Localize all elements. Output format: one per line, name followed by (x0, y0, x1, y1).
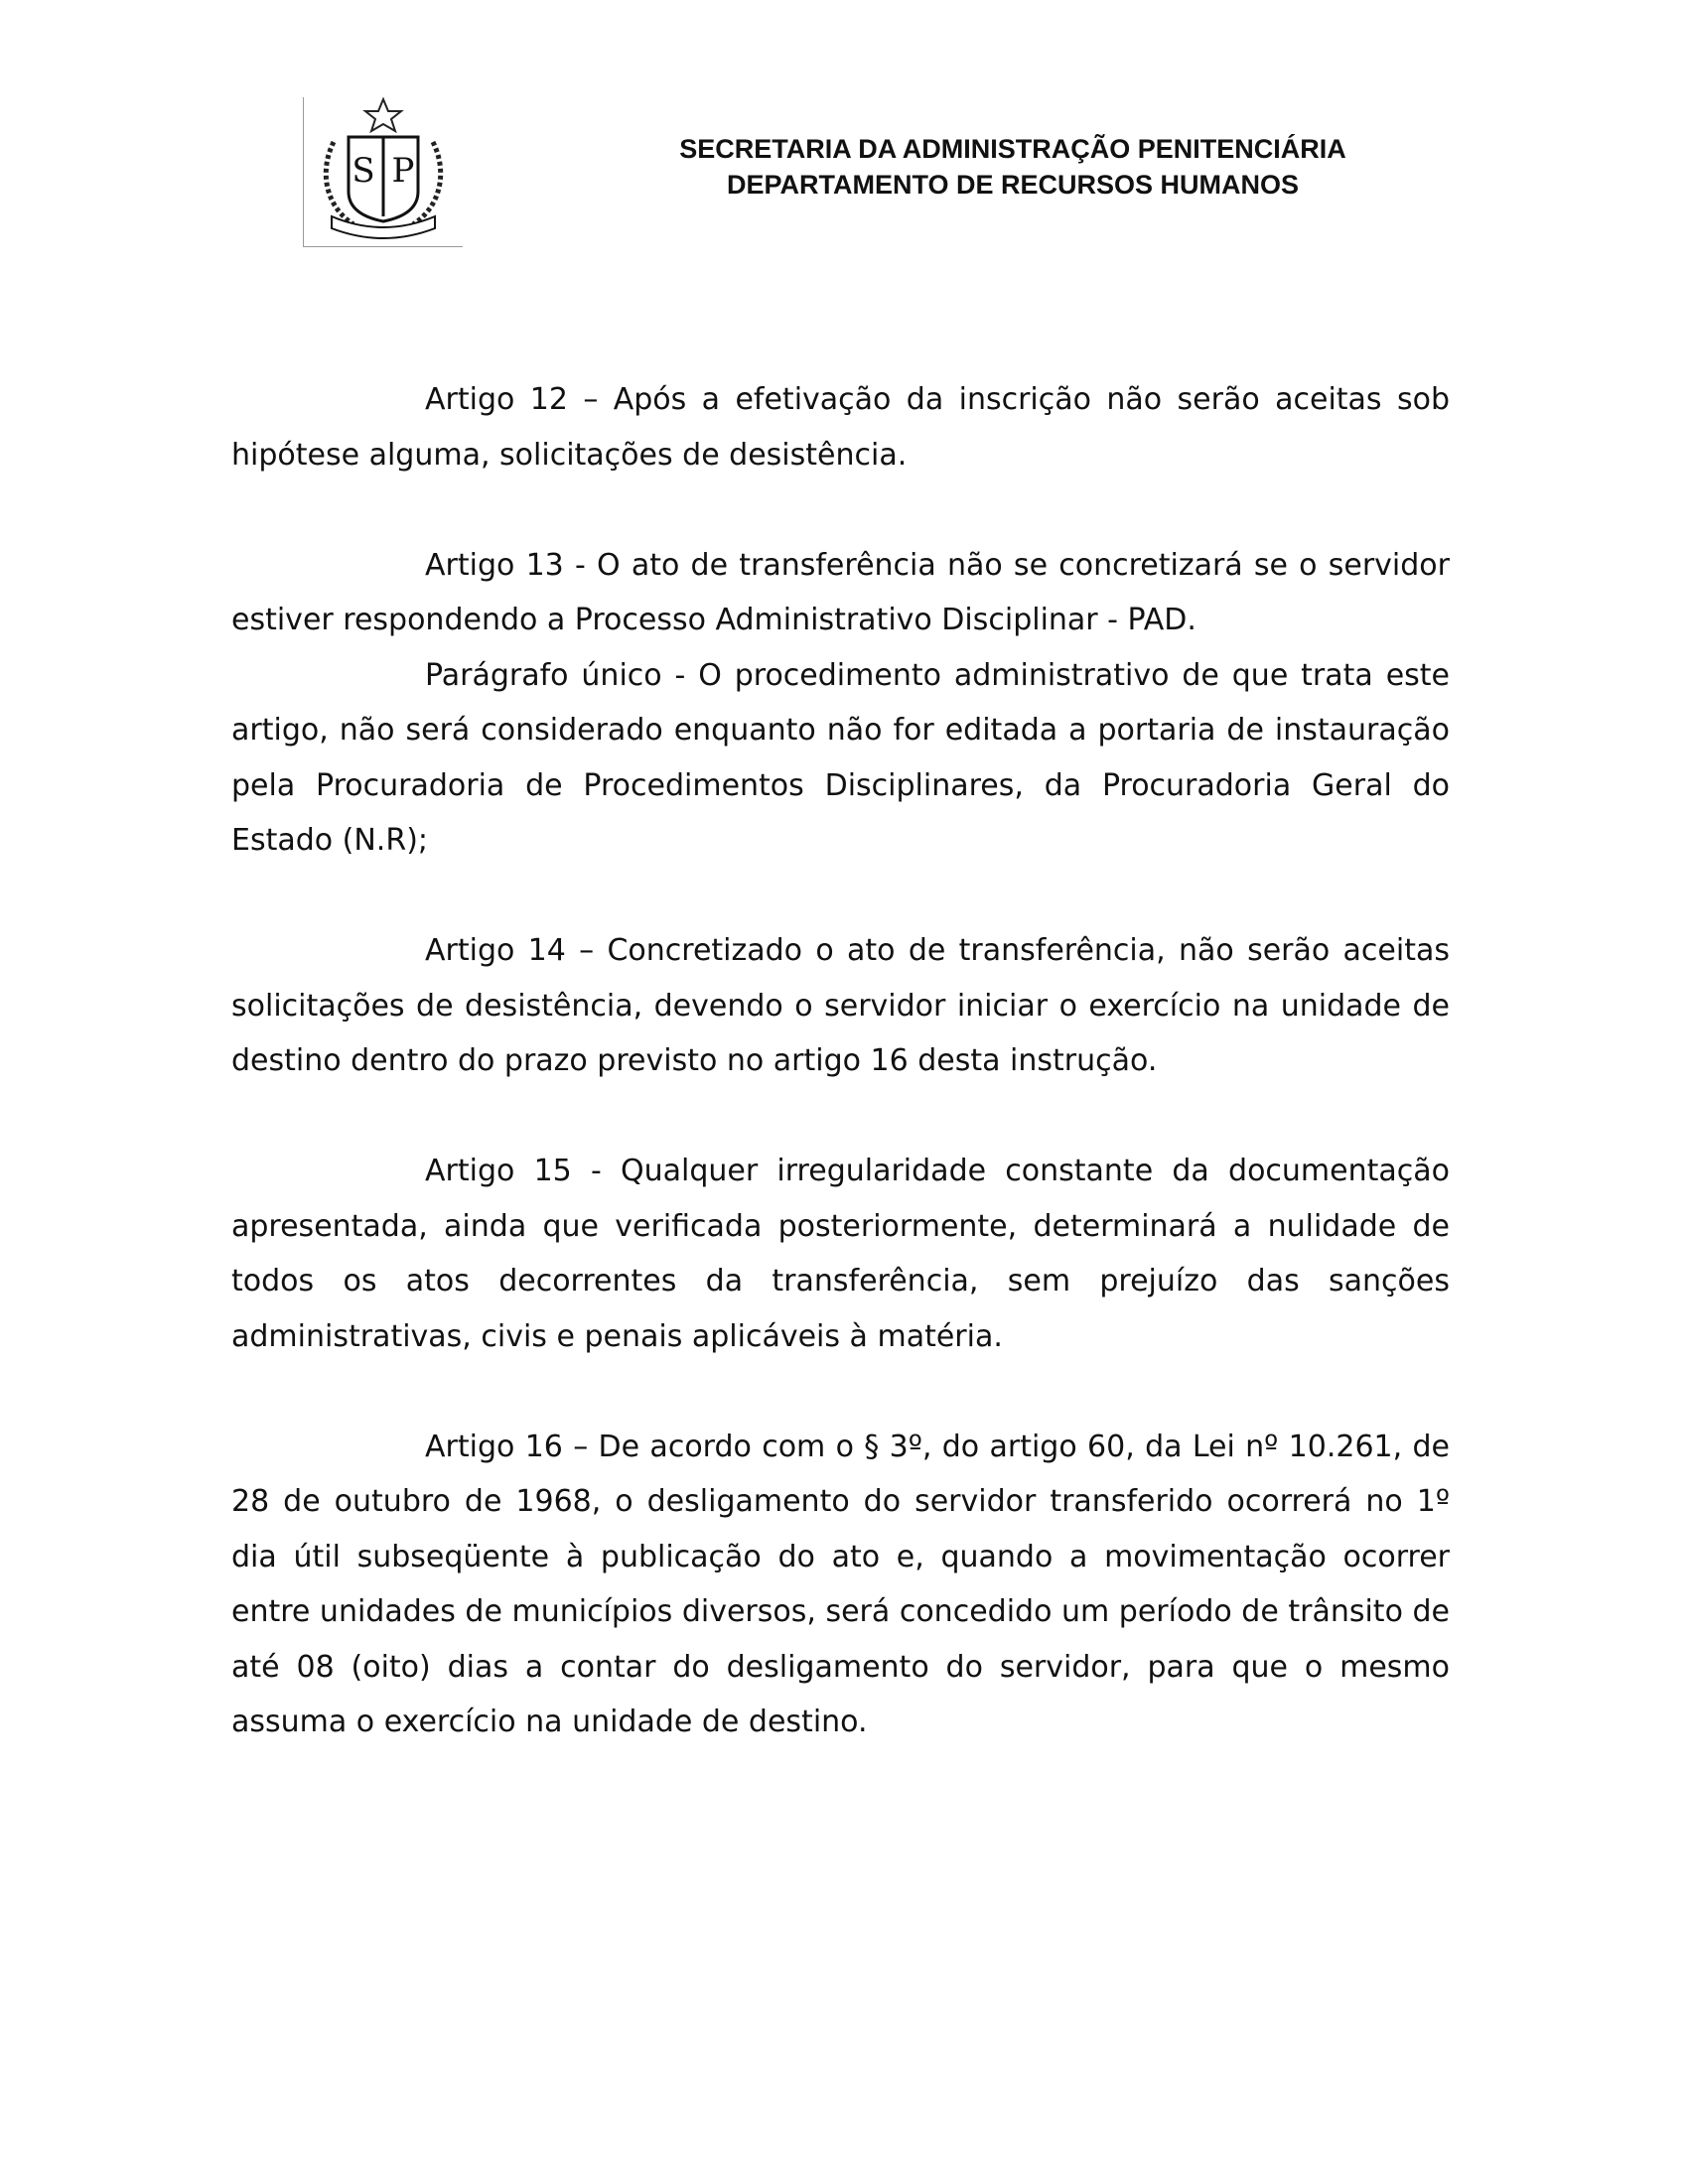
article-12: Artigo 12 – Após a efetivação da inscrição não serão aceitas sob hipótese alguma, solicitações de desistência. (231, 382, 1450, 473)
sao-paulo-coat-of-arms-icon (314, 97, 453, 241)
article-14: Artigo 14 – Concretizado o ato de transferência, não serão aceitas solicitações de desistência, devendo o servidor iniciar o exercício na unidade de destino dentro do prazo previsto no artigo 16 desta instrução. (231, 933, 1450, 1078)
article-13: Artigo 13 - O ato de transferência não se concretizará se o servidor estiver respondendo a Processo Administrativo Disciplinar - PAD. (231, 547, 1450, 637)
department-title: DEPARTAMENTO DE RECURSOS HUMANOS (726, 170, 1300, 200)
svg-text:S: S (352, 151, 375, 191)
header-title (556, 131, 1470, 203)
svg-text:P: P (391, 151, 415, 191)
article-13-paragraph: Parágrafo único - O procedimento administrativo de que trata este artigo, não será considerado enquanto não for editada a portaria de instauração pela Procuradoria de Procedimentos Disciplinares, da Procuradoria Geral do Estado (N.R); (231, 657, 1450, 858)
secretaria-title: SECRETARIA DA ADMINISTRAÇÃO PENITENCIÁRIA (679, 134, 1346, 164)
page-header (0, 0, 1688, 258)
article-16: Artigo 16 – De acordo com o § 3º, do artigo 60, da Lei nº 10.261, de 28 de outubro de 1968, o desligamento do servidor transferido ocorrerá no 1º dia útil subseqüente à publicação do ato e, quando a movimentação ocorrer entre unidades de municípios diversos, será concedido um período de trânsito de até 08 (oito) dias a contar do desligamento do servidor, para que o mesmo assuma o exercício na unidade de destino. (231, 1429, 1450, 1739)
emblem-frame (303, 97, 463, 247)
article-15: Artigo 15 - Qualquer irregularidade constante da documentação apresentada, ainda que verificada posteriormente, determinará a nulidade de todos os atos decorrentes da transferência, sem prejuízo das sanções administrativas, civis e penais aplicáveis à matéria. (231, 1154, 1450, 1354)
document-body (231, 372, 1450, 1750)
